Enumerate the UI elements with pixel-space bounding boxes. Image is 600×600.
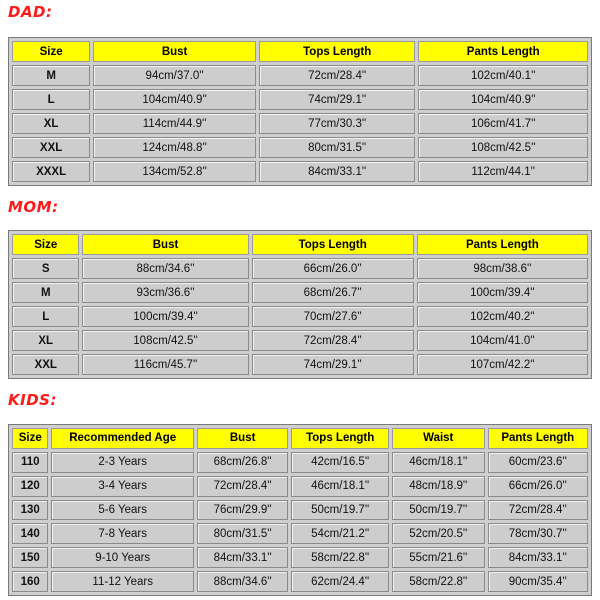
mom-size-cell: XL bbox=[12, 330, 79, 351]
kids-table-cell: 46cm/18.1'' bbox=[392, 452, 485, 473]
kids-column-header: Waist bbox=[392, 428, 485, 449]
kids-table-cell: 68cm/26.8'' bbox=[197, 452, 288, 473]
dad-size-table-frame bbox=[8, 37, 592, 186]
mom-size-cell: XXL bbox=[12, 354, 79, 375]
dad-table-row bbox=[12, 137, 588, 158]
mom-column-header: Size bbox=[12, 234, 79, 255]
kids-size-cell: 110 bbox=[12, 452, 48, 473]
kids-table-cell: 58cm/22.8'' bbox=[392, 571, 485, 592]
dad-table-cell: 80cm/31.5'' bbox=[259, 137, 415, 158]
dad-column-header: Tops Length bbox=[259, 41, 415, 62]
dad-table-cell: 106cm/41.7'' bbox=[418, 113, 588, 134]
mom-column-header: Tops Length bbox=[252, 234, 414, 255]
kids-size-table-frame bbox=[8, 424, 592, 596]
mom-table-cell: 104cm/41.0'' bbox=[417, 330, 588, 351]
dad-table-cell: 77cm/30.3'' bbox=[259, 113, 415, 134]
mom-table-cell: 70cm/27.6'' bbox=[252, 306, 414, 327]
dad-table-row bbox=[12, 113, 588, 134]
mom-size-cell: M bbox=[12, 282, 79, 303]
kids-table-cell: 78cm/30.7'' bbox=[488, 523, 588, 544]
kids-table-cell: 62cm/24.4'' bbox=[291, 571, 389, 592]
kids-table-row bbox=[12, 523, 588, 544]
dad-table-cell: 94cm/37.0'' bbox=[93, 65, 256, 86]
dad-size-cell: XXXL bbox=[12, 161, 90, 182]
mom-heading: MOM: bbox=[8, 198, 59, 216]
dad-size-cell: L bbox=[12, 89, 90, 110]
mom-table-cell: 66cm/26.0'' bbox=[252, 258, 414, 279]
kids-table-row bbox=[12, 476, 588, 497]
mom-size-table-frame bbox=[8, 230, 592, 379]
dad-column-header: Pants Length bbox=[418, 41, 588, 62]
dad-table-cell: 134cm/52.8'' bbox=[93, 161, 256, 182]
dad-column-header: Bust bbox=[93, 41, 256, 62]
kids-table-cell: 90cm/35.4'' bbox=[488, 571, 588, 592]
kids-table-cell: 52cm/20.5'' bbox=[392, 523, 485, 544]
kids-table-cell: 2-3 Years bbox=[51, 452, 193, 473]
kids-table-row bbox=[12, 452, 588, 473]
kids-table-row bbox=[12, 571, 588, 592]
dad-heading: DAD: bbox=[8, 3, 53, 21]
kids-table-cell: 58cm/22.8'' bbox=[291, 547, 389, 568]
mom-table-cell: 102cm/40.2'' bbox=[417, 306, 588, 327]
kids-table-cell: 80cm/31.5'' bbox=[197, 523, 288, 544]
mom-table-cell: 100cm/39.4'' bbox=[417, 282, 588, 303]
dad-table-cell: 74cm/29.1'' bbox=[259, 89, 415, 110]
kids-column-header: Recommended Age bbox=[51, 428, 193, 449]
dad-table-cell: 124cm/48.8'' bbox=[93, 137, 256, 158]
kids-size-cell: 140 bbox=[12, 523, 48, 544]
mom-table-row bbox=[12, 306, 588, 327]
mom-header-row bbox=[12, 234, 588, 255]
kids-size-cell: 160 bbox=[12, 571, 48, 592]
mom-size-cell: L bbox=[12, 306, 79, 327]
kids-heading: KIDS: bbox=[8, 391, 57, 409]
dad-table-cell: 104cm/40.9'' bbox=[418, 89, 588, 110]
kids-table-cell: 55cm/21.6'' bbox=[392, 547, 485, 568]
dad-table-cell: 114cm/44.9'' bbox=[93, 113, 256, 134]
dad-table-cell: 102cm/40.1'' bbox=[418, 65, 588, 86]
kids-table-cell: 84cm/33.1'' bbox=[488, 547, 588, 568]
kids-size-cell: 120 bbox=[12, 476, 48, 497]
dad-size-table bbox=[9, 38, 591, 185]
mom-table-cell: 72cm/28.4'' bbox=[252, 330, 414, 351]
dad-table-cell: 112cm/44.1'' bbox=[418, 161, 588, 182]
kids-table-cell: 76cm/29.9'' bbox=[197, 500, 288, 521]
mom-table-cell: 116cm/45.7'' bbox=[82, 354, 248, 375]
mom-size-cell: S bbox=[12, 258, 79, 279]
kids-table-cell: 72cm/28.4'' bbox=[488, 500, 588, 521]
kids-table-cell: 50cm/19.7'' bbox=[392, 500, 485, 521]
kids-table-cell: 9-10 Years bbox=[51, 547, 193, 568]
mom-table-cell: 93cm/36.6'' bbox=[82, 282, 248, 303]
mom-size-table bbox=[9, 231, 591, 378]
dad-table-cell: 104cm/40.9'' bbox=[93, 89, 256, 110]
kids-table-cell: 66cm/26.0'' bbox=[488, 476, 588, 497]
mom-table-cell: 68cm/26.7'' bbox=[252, 282, 414, 303]
kids-table-cell: 46cm/18.1'' bbox=[291, 476, 389, 497]
kids-size-table bbox=[9, 425, 591, 595]
kids-table-row bbox=[12, 500, 588, 521]
kids-table-cell: 88cm/34.6'' bbox=[197, 571, 288, 592]
dad-table-cell: 72cm/28.4'' bbox=[259, 65, 415, 86]
kids-table-cell: 60cm/23.6'' bbox=[488, 452, 588, 473]
kids-table-cell: 72cm/28.4'' bbox=[197, 476, 288, 497]
dad-table-cell: 84cm/33.1'' bbox=[259, 161, 415, 182]
mom-table-cell: 74cm/29.1'' bbox=[252, 354, 414, 375]
kids-table-cell: 7-8 Years bbox=[51, 523, 193, 544]
dad-size-cell: M bbox=[12, 65, 90, 86]
kids-table-cell: 11-12 Years bbox=[51, 571, 193, 592]
kids-table-cell: 84cm/33.1'' bbox=[197, 547, 288, 568]
kids-table-cell: 5-6 Years bbox=[51, 500, 193, 521]
kids-table-cell: 3-4 Years bbox=[51, 476, 193, 497]
kids-size-cell: 130 bbox=[12, 500, 48, 521]
dad-header-row bbox=[12, 41, 588, 62]
kids-table-row bbox=[12, 547, 588, 568]
dad-column-header: Size bbox=[12, 41, 90, 62]
mom-table-cell: 98cm/38.6'' bbox=[417, 258, 588, 279]
mom-table-row bbox=[12, 354, 588, 375]
kids-header-row bbox=[12, 428, 588, 449]
mom-column-header: Pants Length bbox=[417, 234, 588, 255]
kids-size-cell: 150 bbox=[12, 547, 48, 568]
mom-table-row bbox=[12, 330, 588, 351]
kids-table-cell: 50cm/19.7'' bbox=[291, 500, 389, 521]
kids-table-cell: 48cm/18.9'' bbox=[392, 476, 485, 497]
mom-table-cell: 100cm/39.4'' bbox=[82, 306, 248, 327]
kids-column-header: Pants Length bbox=[488, 428, 588, 449]
mom-column-header: Bust bbox=[82, 234, 248, 255]
dad-table-row bbox=[12, 65, 588, 86]
kids-column-header: Bust bbox=[197, 428, 288, 449]
dad-size-cell: XXL bbox=[12, 137, 90, 158]
kids-column-header: Size bbox=[12, 428, 48, 449]
dad-table-cell: 108cm/42.5'' bbox=[418, 137, 588, 158]
mom-table-row bbox=[12, 282, 588, 303]
dad-table-row bbox=[12, 89, 588, 110]
dad-table-row bbox=[12, 161, 588, 182]
kids-table-cell: 54cm/21.2'' bbox=[291, 523, 389, 544]
mom-table-cell: 88cm/34.6'' bbox=[82, 258, 248, 279]
kids-column-header: Tops Length bbox=[291, 428, 389, 449]
mom-table-cell: 107cm/42.2'' bbox=[417, 354, 588, 375]
mom-table-row bbox=[12, 258, 588, 279]
kids-table-cell: 42cm/16.5'' bbox=[291, 452, 389, 473]
dad-size-cell: XL bbox=[12, 113, 90, 134]
mom-table-cell: 108cm/42.5'' bbox=[82, 330, 248, 351]
